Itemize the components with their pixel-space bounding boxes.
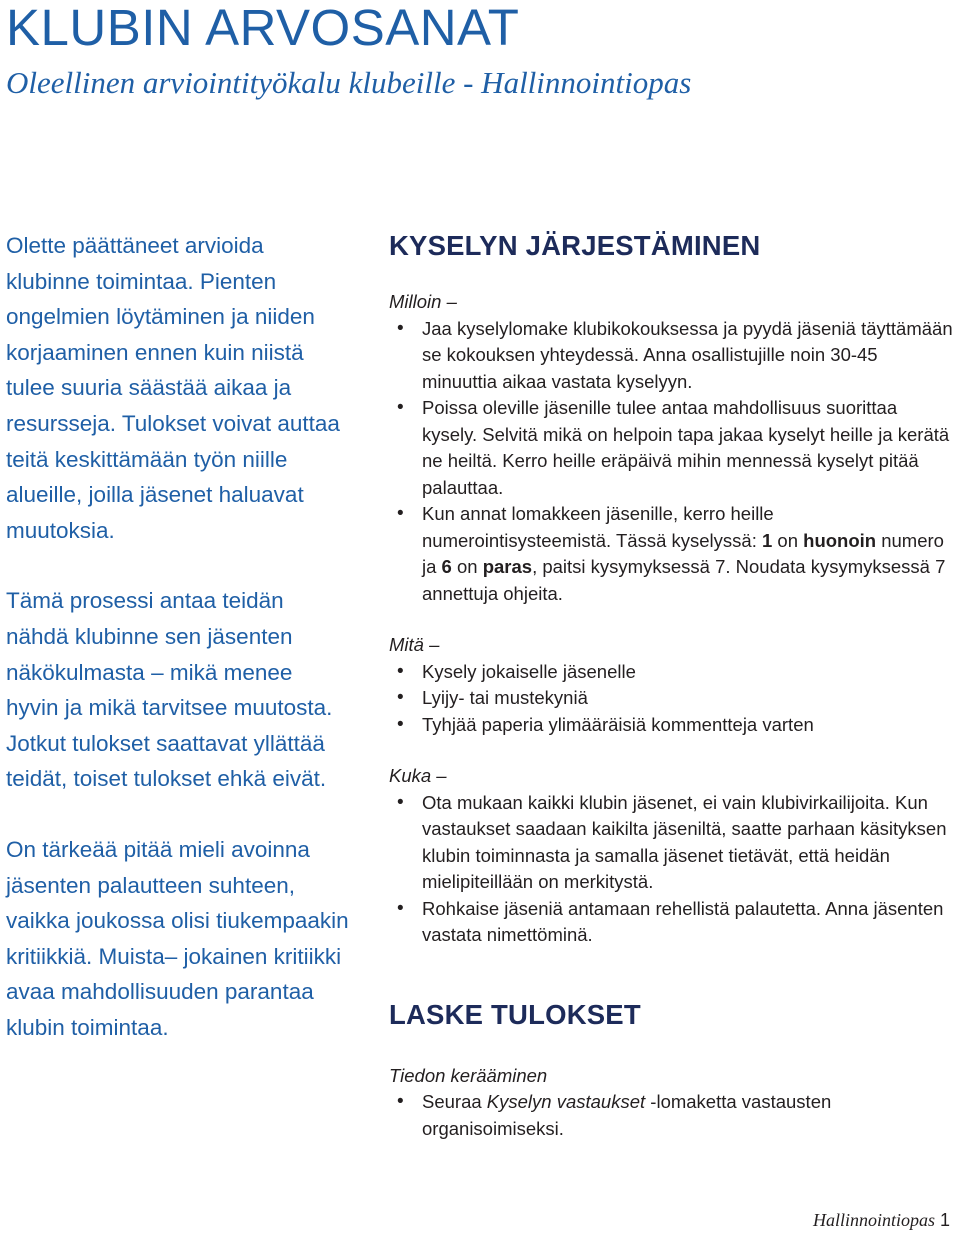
instructions-column <box>389 228 955 1142</box>
mita-list <box>389 659 955 739</box>
list-item: • Rohkaise jäseniä antamaan rehellistä palautetta. Anna jäsenten vastata nimettöminä. <box>389 896 955 949</box>
page-title: KLUBIN ARVOSANAT <box>6 0 520 56</box>
item-text: numero ja <box>422 529 944 577</box>
milloin-group <box>389 289 955 607</box>
intro-paragraph: On tärkeää pitää mieli avoinna jäsenten palautteen suhteen, vaikka joukossa olisi tiukempaakin kritiikkiä. Muista– jokainen kritiikki avaa mahdollisuuden parantaa klubin toimintaa. <box>6 836 349 1040</box>
list-item: • Lyijy- tai mustekyniä <box>389 685 955 712</box>
bold-word: huonoin <box>803 529 877 551</box>
item-text: Seuraa <box>422 1091 487 1112</box>
bold-number: 6 <box>441 556 452 577</box>
page-number: 1 <box>939 1210 950 1230</box>
mita-group <box>389 632 955 738</box>
tiedon-keraaminen-label: Tiedon kerääminen <box>389 1064 548 1086</box>
section-heading-kyselyn-jarjestaminen: KYSELYN JÄRJESTÄMINEN <box>389 230 761 261</box>
list-item <box>389 501 955 607</box>
item-text: , paitsi kysymyksessä 7. Noudata kysymyksessä 7 annettuja ohjeita. <box>422 556 946 604</box>
intro-paragraph: Olette päättäneet arvioida klubinne toimintaa. Pienten ongelmien löytäminen ja niiden korjaaminen ennen kuin niistä tulee suuria säästää aikaa ja resursseja. Tulokset voivat auttaa teitä keskittämään työn niille alueille, joilla jäsenet haluavat muutoksia. <box>6 233 340 543</box>
mita-label: Mitä – <box>389 634 440 655</box>
item-text: on <box>451 556 483 577</box>
list-item: • Poissa oleville jäsenille tulee antaa mahdollisuus suorittaa kysely. Selvitä mikä on helpoin tapa jakaa kyselyt heille ja kerätä ne heiltä. Kerro heille eräpäivä mihin mennessä kyselyt pitää palauttaa. <box>389 395 955 501</box>
form-name: Kyselyn vastaukset <box>486 1091 646 1112</box>
list-item: • Jaa kyselylomake klubikokouksessa ja pyydä jäseniä täyttämään se kokouksen yhteydessä. Anna osallistujille noin 30-45 minuuttia aikaa vastata kyselyyn. <box>389 316 955 396</box>
list-item <box>389 1089 955 1142</box>
item-text: on <box>772 529 804 551</box>
footer-label: Hallinnointiopas <box>812 1210 935 1230</box>
bold-word: paras <box>482 556 533 577</box>
milloin-label: Milloin – <box>389 291 457 312</box>
item-text: Kun annat lomakkeen jäsenille, kerro heille numerointisysteemistä. Tässä kyselyssä: <box>422 503 774 551</box>
list-item: • Kysely jokaiselle jäsenelle <box>389 659 955 686</box>
intro-paragraph: Tämä prosessi antaa teidän nähdä klubinne sen jäsenten näkökulmasta – mikä menee hyvin ja mikä tarvitsee muutosta. Jotkut tulokset saattavat yllättää teidät, toiset tulokset ehkä eivät. <box>6 588 333 792</box>
list-item: • Ota mukaan kaikki klubin jäsenet, ei vain klubivirkailijoita. Kun vastaukset saadaan kaikilta jäseniltä, saatte parhaan käsityksen klubin toiminnasta ja samalla jäsenet tietävät, että heidän mielipiteillään on merkitystä. <box>389 790 955 896</box>
page-subtitle: Oleellinen arviointityökalu klubeille - Hallinnointiopas <box>6 65 692 100</box>
page-footer <box>813 1208 950 1232</box>
kuka-label: Kuka – <box>389 765 447 786</box>
list-item: • Tyhjää paperia ylimääräisiä kommentteja varten <box>389 712 955 739</box>
kuka-list <box>389 790 955 949</box>
bold-number: 1 <box>761 529 773 551</box>
intro-column <box>6 228 351 1045</box>
kuka-group <box>389 763 955 949</box>
tulokset-list <box>389 1089 955 1142</box>
item-text: -lomaketta vastausten organisoimiseksi. <box>422 1091 832 1139</box>
milloin-list <box>389 316 955 608</box>
section-heading-laske-tulokset: LASKE TULOKSET <box>389 998 641 1030</box>
